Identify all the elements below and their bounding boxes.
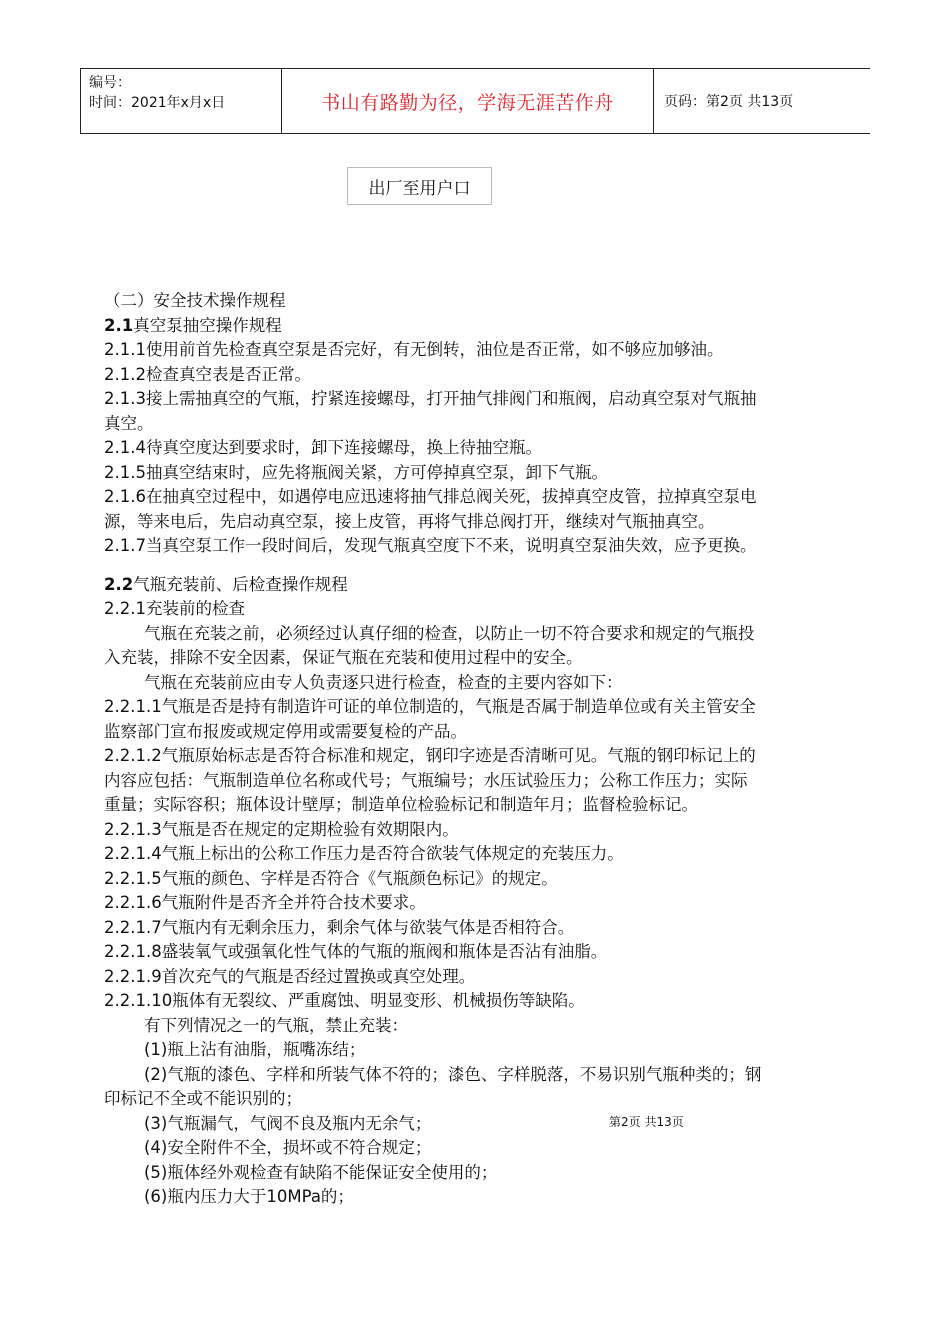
- list-item: 2.2.1.7气瓶内有无剩余压力，剩余气体与欲装气体是否相符合。: [104, 917, 575, 937]
- list-item: 重量；实际容积；瓶体设计壁厚；制造单位检验标记和制造年月；监督检验标记。: [104, 795, 698, 814]
- document-body: [104, 289, 872, 1210]
- document-number-label: 编号：: [89, 75, 131, 91]
- header-meta-cell: [80, 69, 282, 133]
- prohibit-item: (2)气瓶的漆色、字样和所装气体不符的；漆色、字样脱落，不易识别气瓶种类的；钢: [144, 1064, 762, 1084]
- paragraph-line: 入充装，排除不安全因素，保证气瓶在充装和使用过程中的安全。: [104, 648, 583, 667]
- paragraph-line: 2.1.1使用前首先检查真空泵是否完好，有无倒转，油位是否正常，如不够应加够油。: [104, 340, 724, 359]
- paragraph-line: 2.1.6在抽真空过程中，如遇停电应迅速将抽气排总阀关死，拔掉真空皮管，拉掉真空泵电: [104, 487, 757, 506]
- header-table: [80, 68, 870, 134]
- page-footer: 第2页 共13页: [609, 1115, 684, 1129]
- list-item: 内容应包括：气瓶制造单位名称或代号；气瓶编号；水压试验压力；公称工作压力；实际: [104, 770, 748, 790]
- list-item: 监察部门宣布报废或规定停用或需要复检的产品。: [104, 721, 467, 741]
- paragraph-line: 真空。: [104, 413, 154, 433]
- header-motto-cell: [282, 69, 654, 133]
- title-box: 出厂至用户口: [347, 167, 492, 205]
- subsection-2-1-heading: [104, 314, 872, 339]
- prohibit-item: (4)安全附件不全，损坏或不符合规定；: [144, 1138, 432, 1157]
- spacer: [104, 559, 872, 573]
- list-item: 2.2.1.3气瓶是否在规定的定期检验有效期限内。: [104, 819, 459, 839]
- document-time-label: 时间：2021年x月x日: [89, 95, 226, 111]
- subsection-title: 气瓶充装前、后检查操作规程: [133, 574, 348, 594]
- list-item: 2.2.1.6气瓶附件是否齐全并符合技术要求。: [104, 893, 426, 912]
- list-item: 2.2.1.5气瓶的颜色、字样是否符合《气瓶颜色标记》的规定。: [104, 868, 558, 888]
- section-title: （二）安全技术操作规程: [104, 291, 286, 310]
- subsection-number: 2.2: [104, 574, 134, 594]
- subsection-2-2-heading: [104, 573, 872, 598]
- prohibit-item: (6)瓶内压力大于10MPa的；: [144, 1187, 354, 1206]
- header-motto: 书山有路勤为径，学海无涯苦作舟: [321, 91, 614, 114]
- paragraph-line: 2.1.5抽真空结束时，应先将瓶阀关紧，方可停掉真空泵，卸下气瓶。: [104, 462, 608, 482]
- header-page-code: 页码：第2页 共13页: [664, 94, 794, 110]
- paragraph-line: 源，等来电后，先启动真空泵，接上皮管，再将气排总阀打开，继续对气瓶抽真空。: [104, 511, 715, 531]
- list-item: 2.2.1.4气瓶上标出的公称工作压力是否符合欲装气体规定的充装压力。: [104, 844, 624, 863]
- paragraph-line: 气瓶在充装前应由专人负责逐只进行检查，检查的主要内容如下：: [144, 672, 623, 692]
- subsubsection-title: 2.2.1充装前的检查: [104, 599, 245, 618]
- list-item: 2.2.1.1气瓶是否是持有制造许可证的单位制造的，气瓶是否属于制造单位或有关主管安全: [104, 697, 756, 716]
- list-item: 2.2.1.9首次充气的气瓶是否经过置换或真空处理。: [104, 966, 476, 986]
- paragraph-line: 2.1.2检查真空表是否正常。: [104, 364, 311, 384]
- paragraph-line: 气瓶在充装之前，必须经过认真仔细的检查，以防止一切不符合要求和规定的气瓶投: [144, 623, 755, 643]
- prohibit-item: (5)瓶体经外观检查有缺陷不能保证安全使用的；: [144, 1162, 498, 1182]
- prohibit-intro: 有下列情况之一的气瓶，禁止充装：: [144, 1015, 408, 1035]
- subsection-title: 真空泵抽空操作规程: [133, 315, 282, 335]
- list-item: 2.2.1.8盛装氧气或强氧化性气体的气瓶的瓶阀和瓶体是否沾有油脂。: [104, 942, 608, 961]
- paragraph-line: 2.1.7当真空泵工作一段时间后，发现气瓶真空度下不来，说明真空泵油失效，应予更换。: [104, 536, 757, 555]
- subsection-number: 2.1: [104, 315, 134, 335]
- paragraph-line: 2.1.3接上需抽真空的气瓶，拧紧连接螺母，打开抽气排阀门和瓶阀，启动真空泵对气瓶抽: [104, 389, 757, 408]
- prohibit-item: (3)气瓶漏气，气阀不良及瓶内无余气；: [144, 1113, 432, 1133]
- list-item: 2.2.1.10瓶体有无裂纹、严重腐蚀、明显变形、机械损伤等缺陷。: [104, 991, 585, 1010]
- header-page-cell: [654, 69, 870, 133]
- prohibit-item: 印标记不全或不能识别的；: [104, 1089, 302, 1108]
- prohibit-item: (1)瓶上沾有油脂，瓶嘴冻结；: [144, 1040, 366, 1059]
- list-item: 2.2.1.2气瓶原始标志是否符合标准和规定，钢印字迹是否清晰可见。气瓶的钢印标记上的: [104, 746, 756, 765]
- paragraph-line: 2.1.4待真空度达到要求时，卸下连接螺母，换上待抽空瓶。: [104, 438, 542, 457]
